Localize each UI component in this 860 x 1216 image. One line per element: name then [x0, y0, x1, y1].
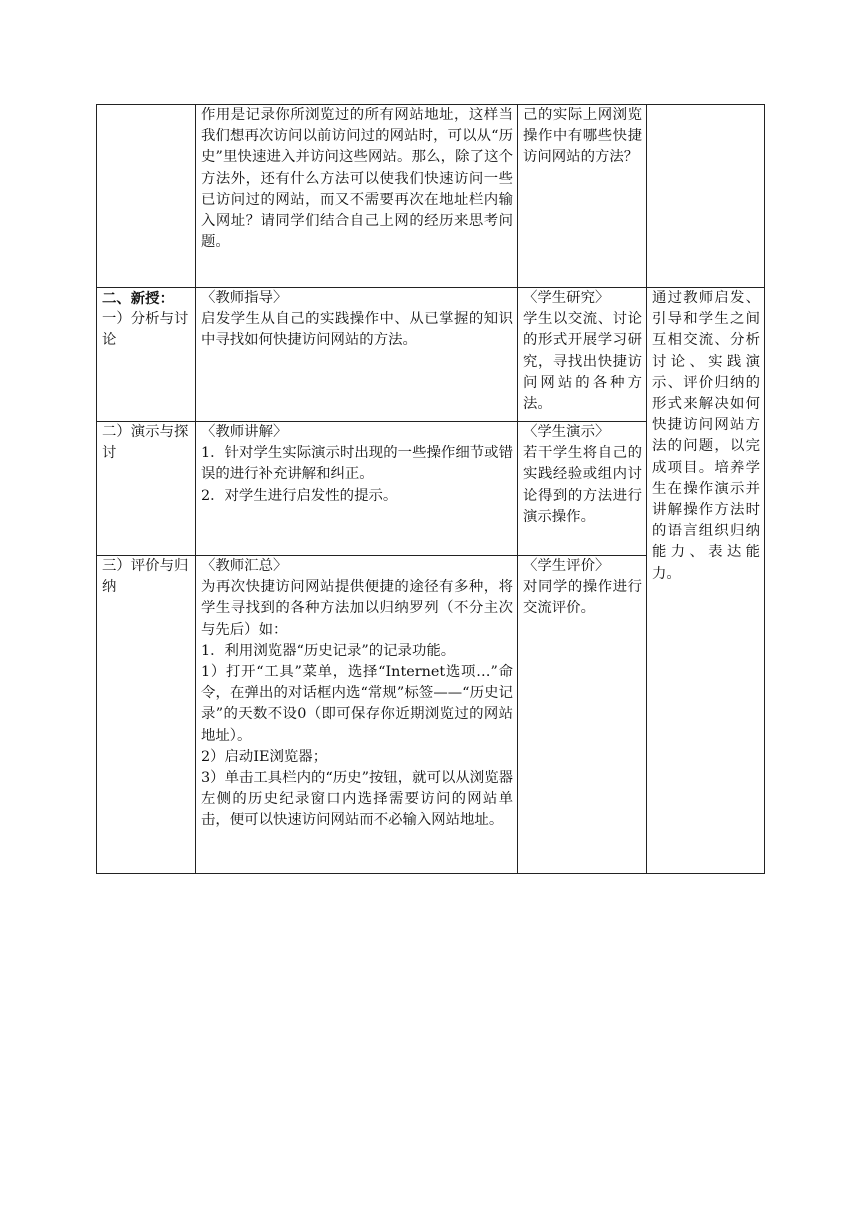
student-activity-cell [518, 288, 647, 422]
stage-cell [97, 288, 196, 422]
table-row [97, 105, 765, 288]
stage-label: 二）演示与探讨 [102, 424, 189, 462]
teacher-text: 作用是记录你所浏览过的所有网站地址，这样当我们想再次访问以前访问过的网站时，可以从“历史”里快速进入并访问这些网站。那么，除了这个方法外，还有什么方法可以使我们快速访问一些已访问过的网站，而又不需要再次在地址栏内输入网址？请同学们结合自己上网的经历来思考问题。 [201, 107, 513, 251]
teacher-text: 为再次快捷访问网站提供便捷的途径有多种，将学生寻找到的各种方法加以归纳罗列（不分主次与先后）如： [201, 579, 513, 638]
lesson-plan-table [96, 104, 765, 874]
activity-tag: 〈教师汇总〉 [201, 558, 288, 574]
section-heading: 二、新授： [102, 290, 174, 307]
design-intent-text: 通过教师启发、引导和学生之间互相交流、分析讨论、实践演示、评价归纳的形式来解决如何快捷访问网站方法的问题，以完成项目。培养学生在操作演示并讲解操作方法时的语言组织归纳能力、表达能力。 [652, 290, 760, 582]
teacher-text: 启发学生从自己的实践操作中、从已掌握的知识中寻找如何快捷访问网站的方法。 [201, 311, 513, 349]
student-text: 己的实际上网浏览操作中有哪些快捷访问网站的方法？ [523, 107, 642, 166]
stage-cell [97, 556, 196, 874]
design-intent-cell [647, 105, 765, 288]
student-text: 对同学的操作进行交流评价。 [523, 579, 642, 617]
student-text: 若干学生将自己的实践经验或组内讨论得到的方法进行演示操作。 [523, 445, 642, 525]
teacher-text: 1．针对学生实际演示时出现的一些操作细节或错误的进行补充讲解和纠正。 [201, 445, 513, 483]
stage-cell [97, 422, 196, 556]
student-activity-cell [518, 105, 647, 288]
student-activity-cell [518, 422, 647, 556]
teacher-text: 1）打开“工具”菜单，选择“Internet选项…”命令，在弹出的对话框内选“常规”标签——“历史记录”的天数不设0（即可保存你近期浏览过的网站地址）。 [201, 664, 513, 744]
student-text: 学生以交流、讨论的形式开展学习研究，寻找出快捷访问网站的各种方法。 [523, 311, 642, 413]
stage-label: 一）分析与讨论 [102, 311, 189, 349]
teacher-text: 1．利用浏览器“历史记录”的记录功能。 [201, 642, 456, 659]
stage-label: 三）评价与归纳 [102, 558, 189, 596]
activity-tag: 〈学生演示〉 [523, 424, 610, 440]
teacher-activity-cell [196, 105, 518, 288]
activity-tag: 〈教师指导〉 [201, 290, 288, 306]
activity-tag: 〈教师讲解〉 [201, 424, 288, 440]
teacher-text: 3）单击工具栏内的“历史”按钮，就可以从浏览器左侧的历史纪录窗口内选择需要访问的网站单击，便可以快速访问网站而不必输入网站地址。 [201, 770, 513, 829]
activity-tag: 〈学生研究〉 [523, 290, 610, 306]
teacher-text: 2）启动IE浏览器； [201, 748, 328, 765]
student-activity-cell [518, 556, 647, 874]
teacher-activity-cell [196, 556, 518, 874]
teacher-activity-cell [196, 422, 518, 556]
stage-cell [97, 105, 196, 288]
teacher-text: 2．对学生进行启发性的提示。 [201, 487, 398, 504]
table-row [97, 288, 765, 422]
activity-tag: 〈学生评价〉 [523, 558, 610, 574]
teacher-activity-cell [196, 288, 518, 422]
design-intent-cell [647, 288, 765, 874]
